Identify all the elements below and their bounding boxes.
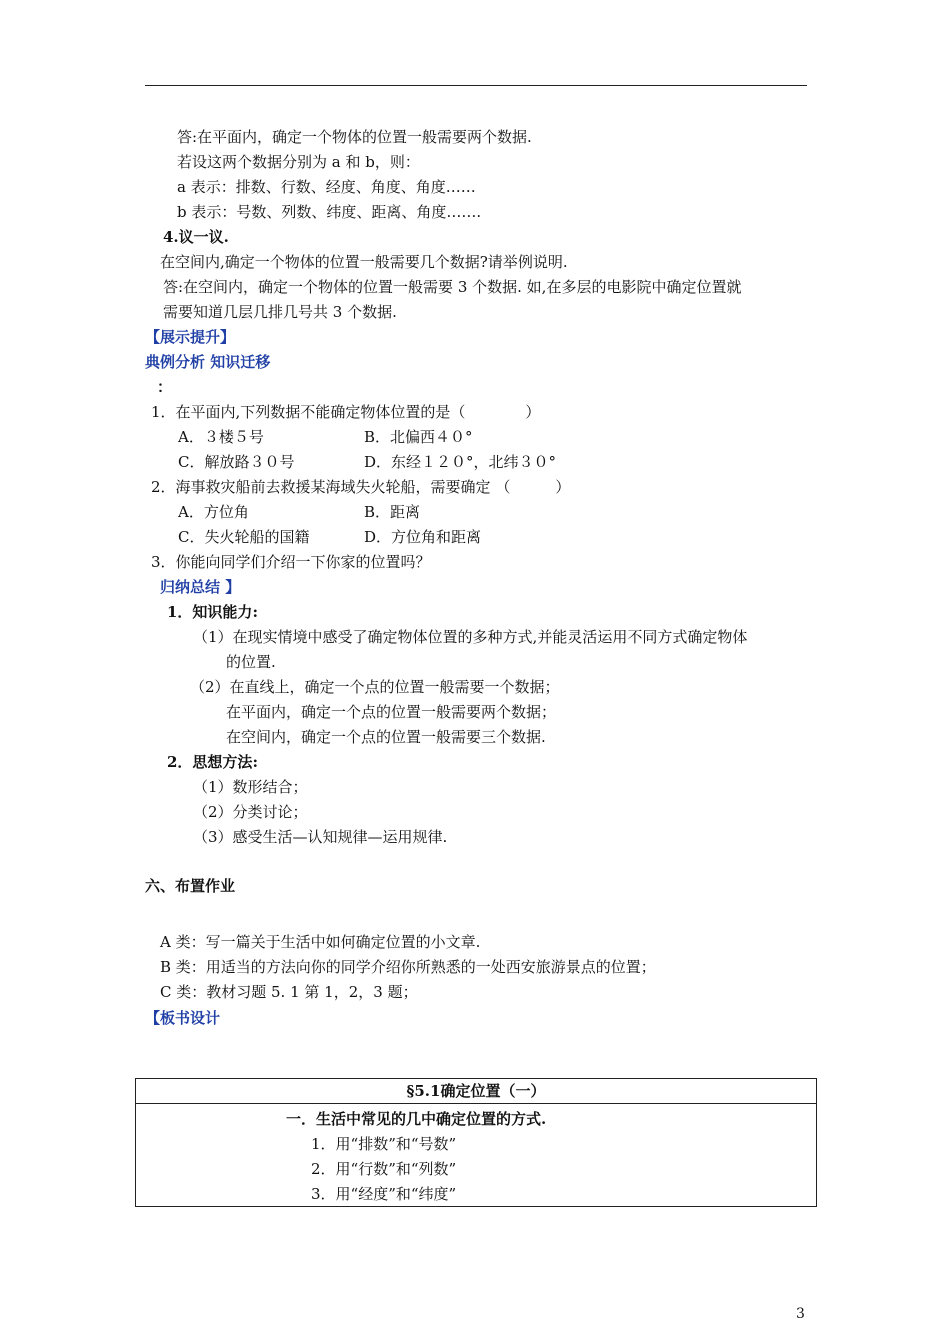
question-line: 在空间内,确定一个物体的位置一般需要几个数据?请举例说明.	[160, 253, 568, 271]
board-heading: 一．生活中常见的几中确定位置的方式.	[286, 1110, 547, 1128]
answer-line: 答:在空间内，确定一个物体的位置一般需要 3 个数据. 如,在多层的电影院中确定位置就	[163, 278, 742, 296]
section-heading-show: 【展示提升】	[145, 328, 236, 346]
question-2: 2．海事救灾船前去救援某海域失火轮船，需要确定 （ ）	[151, 478, 571, 496]
text-line: a 表示：排数、行数、经度、角度、角度……	[177, 178, 476, 196]
summary-method-heading: 2．思想方法:	[167, 753, 258, 771]
option-c: C．失火轮船的国籍	[178, 528, 310, 546]
summary-line: （1）数形结合；	[193, 778, 308, 796]
option-c: C．解放路３０号	[178, 453, 295, 471]
board-design-table	[135, 1078, 817, 1207]
option-b: B．北偏西４０°	[364, 428, 473, 446]
section-heading-examples: 典例分析 知识迁移	[145, 353, 271, 371]
summary-line: 在平面内，确定一个点的位置一般需要两个数据；	[226, 703, 557, 721]
summary-line: 的位置.	[226, 653, 276, 671]
summary-line: （2）分类讨论；	[193, 803, 308, 821]
board-title: §5.1确定位置（一）	[136, 1079, 816, 1104]
option-a: A．３楼５号	[178, 428, 264, 446]
question-2-options	[178, 527, 481, 547]
section-heading-homework: 六、布置作业	[145, 877, 236, 895]
answer-line: 答:在平面内，确定一个物体的位置一般需要两个数据.	[177, 128, 532, 146]
homework-b: B 类：用适当的方法向你的同学介绍你所熟悉的一处西安旅游景点的位置；	[160, 958, 656, 976]
question-1-options	[178, 427, 473, 447]
section-heading-summary: 归纳总结 】	[160, 578, 241, 596]
answer-line: 需要知道几层几排几号共 3 个数据.	[163, 303, 397, 321]
question-1: 1．在平面内,下列数据不能确定物体位置的是（ ）	[151, 403, 541, 421]
homework-a: A 类：写一篇关于生活中如何确定位置的小文章.	[160, 933, 481, 951]
colon-mark: ：	[157, 378, 173, 396]
header-rule	[145, 85, 807, 86]
text-line: 若设这两个数据分别为 a 和 b，则：	[177, 153, 420, 171]
homework-c: C 类：教材习题 5. 1 第 1，2，3 题；	[160, 983, 418, 1001]
summary-line: （3）感受生活—认知规律—运用规律.	[193, 828, 448, 846]
question-3: 3．你能向同学们介绍一下你家的位置吗？	[151, 553, 431, 571]
board-item: 2．用“行数”和“列数”	[311, 1160, 457, 1178]
option-d: D．方位角和距离	[364, 528, 482, 546]
section-heading-board: 【板书设计	[145, 1009, 221, 1027]
board-item: 3．用“经度”和“纬度”	[311, 1185, 457, 1203]
summary-knowledge-heading: 1．知识能力:	[167, 603, 258, 621]
summary-line: 在空间内，确定一个点的位置一般需要三个数据.	[226, 728, 546, 746]
summary-line: （1）在现实情境中感受了确定物体位置的多种方式,并能灵活运用不同方式确定物体	[193, 628, 748, 646]
option-b: B．距离	[364, 503, 421, 521]
section-heading: 4.议一议.	[163, 228, 229, 246]
option-a: A．方位角	[178, 503, 249, 521]
text-line: b 表示：号数、列数、纬度、距离、角度…….	[177, 203, 482, 221]
page-number: 3	[796, 1306, 805, 1322]
question-2-options	[178, 502, 420, 522]
board-item: 1．用“排数”和“号数”	[311, 1135, 457, 1153]
summary-line: （2）在直线上，确定一个点的位置一般需要一个数据；	[190, 678, 560, 696]
question-1-options	[178, 452, 556, 472]
option-d: D．东经１２０°，北纬３０°	[364, 453, 557, 471]
